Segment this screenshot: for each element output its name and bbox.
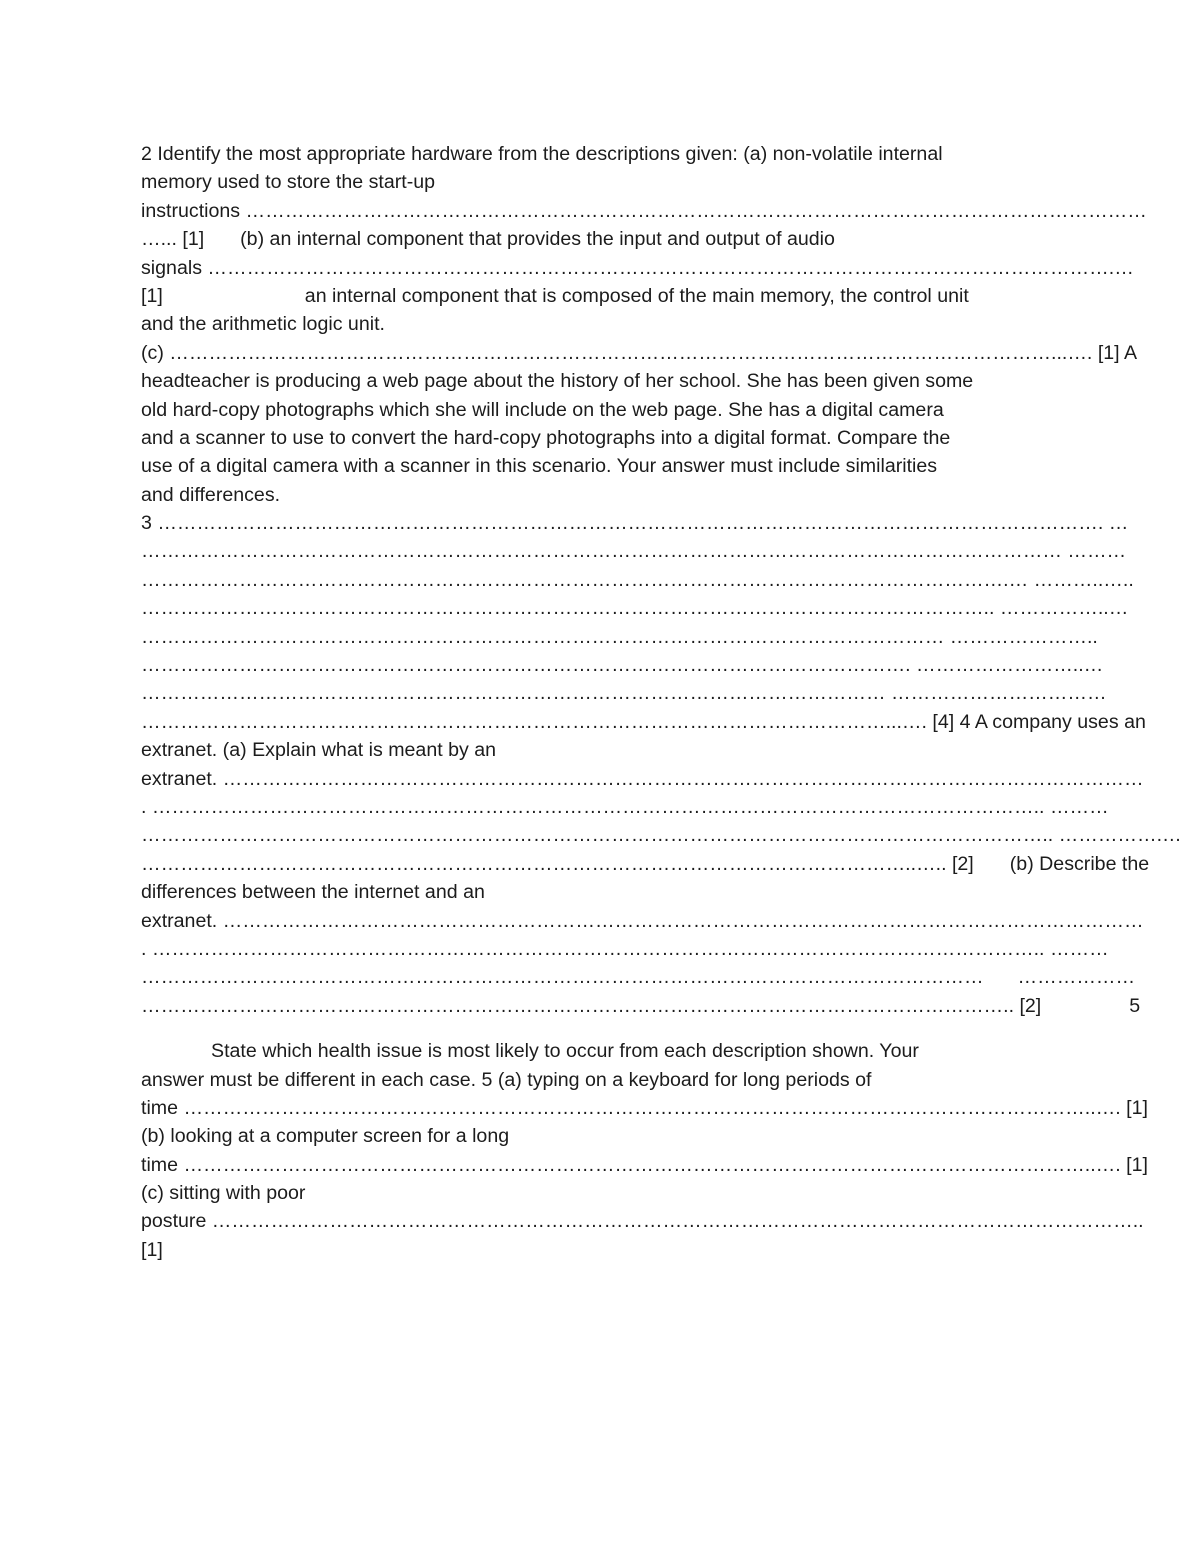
q4b-answer-line-4 [141,992,1141,1020]
q5c-question: (c) sitting with poor [141,1182,306,1205]
q3-answer-line-3: …………………………………………………………………………………………………………………….… ………..….. [141,568,1134,591]
q2b-marks: [1] [141,284,163,307]
q3-stem-line-5: and differences. [141,483,281,506]
q2a-marks-line [141,225,1061,253]
q4a-answer-line-2: . ……………………………………………………………………………………………………………………….. ……… [141,795,1109,818]
q3-stem-line-1: headteacher is producing a web page about the history of her school. She has been given some [141,370,974,393]
q4b-answer-dots: ………………………………………………………………………………………………………………… [141,966,984,989]
q5-stem: State which health issue is most likely to occur from each description shown. Your [211,1040,919,1063]
q2-stem-line-2: memory used to store the start-up [141,171,436,194]
q4b-question-line-2: differences between the internet and an [141,881,485,904]
section-gap [141,1020,1061,1037]
q4a-question: extranet. (a) Explain what is meant by an [141,739,497,762]
q4b-answer-line-1: extranet. …………………………………………………………………………………………………………………………… [141,909,1144,932]
q3-answer-line-1: 3 ………………………………………………………………………………………………………………………………. … [141,512,1129,535]
q5c-answer-line: posture …………………………………………………………………………………………………………………………….. [141,1210,1144,1233]
q5-stem-line-1 [141,1037,1061,1065]
q2b-question: (b) an internal component that provides the input and output of audio [240,228,835,251]
exam-page [141,140,1182,1264]
q4b-question: (b) Describe the [1009,852,1150,875]
q3-answer-line-6: ………………………………………………………………………………………………………. ……………………..… [141,654,1104,677]
q4b-answer-end: …………………………………………………………………………………………………………………….. [2] [141,994,1042,1017]
q2c-answer-line: (c) ………………………………………………………………………………………………………………………...…. [1] A [141,341,1138,364]
q4a-answer-line-1: extranet. …………………………………………………………………………………………………………………………… [141,767,1144,790]
q3-answer-line-2: …………………………………………………………………………………………………………………………… ……… [141,540,1127,563]
q2a-marks: …... [1] [141,228,205,251]
q2c-question-line-2: and the arithmetic logic unit. [141,313,385,336]
q5b-answer-line: time …………………………………………………………………………………………………………………………..…. [1] [141,1153,1148,1176]
q5a-answer-line: time …………………………………………………………………………………………………………………………..…. [1] [141,1096,1148,1119]
q3-answer-line-5: …………………………………………………………………………………………………………… ………………….. [141,625,1098,648]
q4a-answer-line-3: ………………………………………………………………………………………………………………………….. …………….… [141,824,1182,847]
q2a-answer-line: instructions ………………………………………………………………………………………………………………………… [141,199,1147,222]
q3-stem-line-2: old hard-copy photographs which she will include on the web page. She has a digital camera [141,398,944,421]
q2-stem-line-1: 2 Identify the most appropriate hardware from the descriptions given: (a) non-volatile internal [141,143,943,165]
q4a-answer-line-4 [141,850,1150,878]
q4b-answer-dots-end: ……………… [1017,966,1136,989]
q5-stem-line-2: answer must be different in each case. 5 (a) typing on a keyboard for long periods of [141,1068,872,1091]
q2b-marks-line [141,282,1061,310]
q4b-answer-line-2: . ……………………………………………………………………………………………………………………….. ……… [141,937,1109,960]
q5-number: 5 [1129,994,1141,1017]
q4b-answer-line-3 [141,963,1136,991]
q3-answer-line-4: ………………………………………………………………………………………………………………….. ……………..… [141,597,1129,620]
q5c-marks: [1] [141,1238,163,1261]
q4a-answer-end: ………………………………………………………………………………………………………..….. [2] [141,852,974,875]
q5b-question: (b) looking at a computer screen for a long [141,1125,510,1148]
q3-stem-line-3: and a scanner to use to convert the hard-copy photographs into a digital format. Compare the [141,426,951,449]
q3-stem-line-4: use of a digital camera with a scanner in this scenario. Your answer must include similarities [141,455,938,478]
q3-answer-line-8: ……………………………………………………………………………………………………...…. [4] 4 A company uses an [141,710,1146,733]
q2b-answer-line: signals ………………………………………………………………………………………………………………………….… [141,256,1134,279]
q3-answer-line-7: …………………………………………………………………………………………………… …………………………… [141,682,1107,705]
q2c-question: an internal component that is composed of the main memory, the control unit [304,284,969,307]
